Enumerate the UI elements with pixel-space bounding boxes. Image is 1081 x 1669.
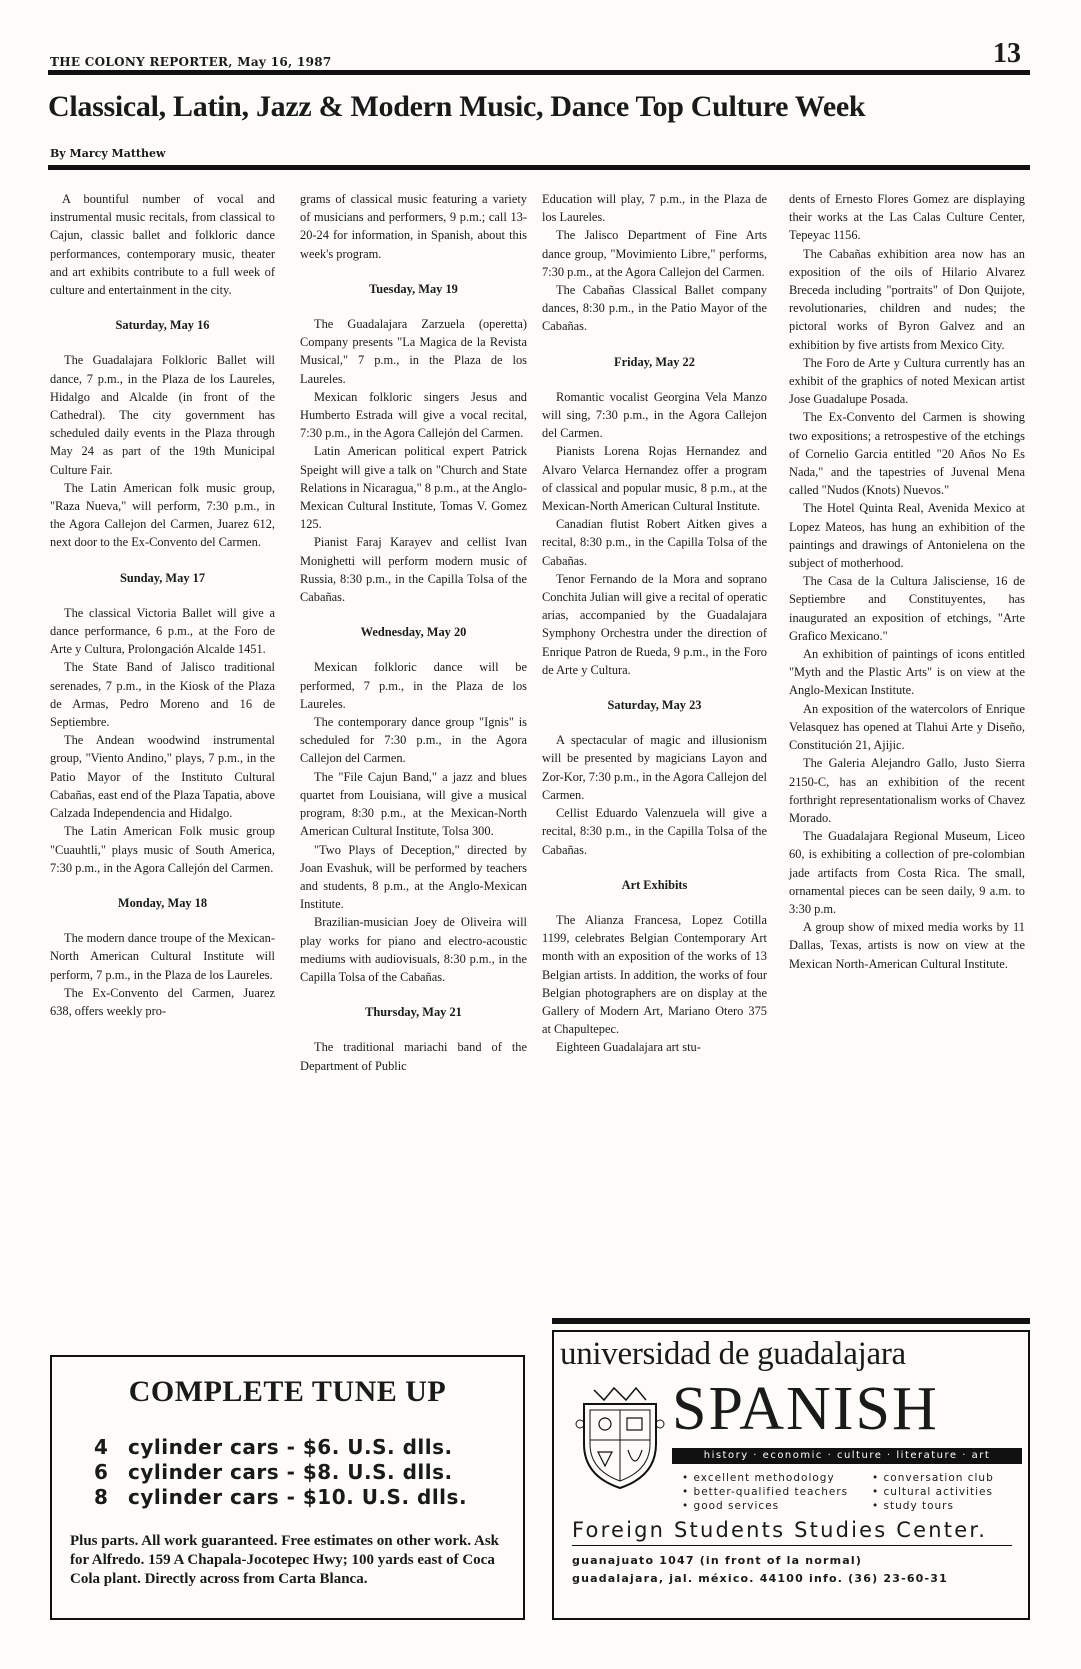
article-column-3	[542, 190, 767, 1057]
day-heading: Saturday, May 16	[115, 318, 210, 333]
article-column-2	[300, 190, 527, 1075]
tune-up-ad	[50, 1355, 525, 1620]
price-row	[94, 1460, 453, 1484]
ad-top-rule	[552, 1318, 1030, 1324]
feature-item: • better-qualified teachers	[682, 1486, 849, 1498]
university-seal-icon	[574, 1384, 666, 1494]
paragraph: The Ex-Convento del Carmen is showing two expositions; a retrospestive of the etchings of Cornelio Garcia entitled "20 Años No Es Nada," and the tapestries of Juvenal Mena called "Nudos (Knots) Nuevos."	[789, 410, 1025, 498]
address-line: guanajuato 1047 (in front of la normal)	[572, 1554, 863, 1567]
paragraph: The traditional mariachi band of the Department of Public	[300, 1040, 527, 1073]
day-heading: Sunday, May 17	[119, 570, 206, 585]
paragraph: Romantic vocalist Georgina Vela Manzo will sing, 7:30 p.m., in the Agora Callejon del Carmen.	[542, 389, 767, 441]
byline: By Marcy Matthew	[50, 147, 166, 160]
paragraph: The "File Cajun Band," a jazz and blues quartet from Louisiana, will give a musical program, 8:30 p.m., at the Mexican-North American Cultural Institute, Tolsa 300.	[300, 769, 527, 839]
paragraph: The Cabañas exhibition area now has an exposition of the oils of Hilario Alvarez Breceda including "portraits" of Don Quijote, revolutionaries, children and nudes; the pictoral works of Byron Galvez and an exhibition by five artists from Mexico City.	[789, 246, 1025, 352]
paragraph: The Foro de Arte y Cultura currently has an exhibit of the graphics of noted Mexican artist Jose Guadalupe Posada.	[789, 355, 1025, 407]
paragraph: A spectacular of magic and illusionism will be presented by magicians Layon and Zor-Kor, 7:30 p.m., in the Agora Callejon del Carmen.	[542, 733, 767, 802]
subjects-banner: history · economic · culture · literature · art	[672, 1448, 1022, 1464]
paragraph: The modern dance troupe of the Mexican-North American Cultural Institute will perform, 7 p.m., in the Plaza de los Laureles.	[50, 931, 275, 982]
day-heading: Thursday, May 21	[365, 1005, 462, 1020]
center-name: Foreign Students Studies Center.	[572, 1518, 988, 1542]
cylinder-count: 8	[94, 1485, 109, 1509]
day-heading: Wednesday, May 20	[360, 625, 467, 640]
day-heading: Tuesday, May 19	[369, 281, 458, 296]
headline: Classical, Latin, Jazz & Modern Music, Dance Top Culture Week	[48, 90, 866, 123]
paragraph: Education will play, 7 p.m., in the Plaza de los Laureles.	[542, 192, 767, 225]
paragraph: The Latin American folk music group, "Raza Nueva," will perform, 7:30 p.m., in the Agora Callejon del Carmen, Juarez 612, next door to the Ex-Convento del Carmen.	[50, 480, 275, 550]
price-text: cylinder cars - $10. U.S. dlls.	[128, 1485, 468, 1509]
feature-item: • good services	[682, 1500, 780, 1512]
spanish-title: SPANISH	[672, 1375, 939, 1443]
day-heading: Monday, May 18	[117, 895, 208, 910]
paragraph: The Andean woodwind instrumental group, "Viento Andino," plays, 7 p.m., in the Patio Mayor of the Instituto Cultural Cabañas, east end of the Plaza Tapatia, above Calzada Independencia and Hidalgo.	[50, 733, 275, 821]
feature-item: • cultural activities	[872, 1486, 993, 1498]
paragraph: The Hotel Quinta Real, Avenida Mexico at Lopez Mateos, has hung an exhibition of the paintings and drawings of Antonielena on the subject of motherhood.	[789, 501, 1025, 571]
article-column-1	[50, 190, 275, 1020]
paragraph: Canadian flutist Robert Aitken gives a recital, 8:30 p.m., in the Capilla Tolsa of the Cabañas.	[542, 517, 767, 568]
day-heading: Friday, May 22	[614, 354, 695, 369]
paragraph: An exhibition of paintings of icons entitled "Myth and the Plastic Arts" is on view at the Anglo-Mexican Institute.	[789, 647, 1025, 698]
paragraph: The Galeria Alejandro Gallo, Justo Sierra 2150-C, has an exhibition of the recent forthright representationalism works of Chavez Morado.	[789, 756, 1025, 825]
paragraph: The State Band of Jalisco traditional serenades, 7 p.m., in the Kiosk of the Plaza de Armas, Pedro Moreno and 16 de Septiembre.	[50, 660, 275, 730]
paragraph: dents of Ernesto Flores Gomez are displaying their works at the Las Calas Culture Center, Tepeyac 1156.	[789, 192, 1025, 243]
price-text: cylinder cars - $8. U.S. dlls.	[128, 1460, 453, 1484]
paragraph: The Ex-Convento del Carmen, Juarez 638, offers weekly pro-	[50, 985, 275, 1018]
price-row	[94, 1485, 467, 1509]
byline-rule	[48, 165, 1030, 170]
address-line: guadalajara, jal. méxico. 44100 info. (36) 23-60-31	[572, 1572, 949, 1585]
section-heading: Art Exhibits	[621, 877, 688, 892]
intro-paragraph: A bountiful number of vocal and instrumental music recitals, from classical to Cajun, classic ballet and folkloric dance performances, contemporary music, theater and art exhibits contribute to a full week of culture and entertainment in the city.	[50, 192, 275, 298]
paragraph: The Guadalajara Folkloric Ballet will dance, 7 p.m., in the Plaza de los Laureles, Hidalgo and Alcalde (in front of the Cathedral). The city government has scheduled daily events in the Plaza through May 24 as part of the 19th Municipal Culture Fair.	[50, 353, 275, 477]
paragraph: A group show of mixed media works by 11 Dallas, Texas, artists is now on view at the Mexican North-American Cultural Institute.	[789, 920, 1025, 971]
paragraph: The Alianza Francesa, Lopez Cotilla 1199, celebrates Belgian Contemporary Art month with an exposition of the works of 13 Belgian artists. In addition, the works of four Belgian photographers are on display at the Gallery of Modern Art, Mariano Otero 375 at Chapultepec.	[542, 912, 767, 1037]
feature-item: • conversation club	[872, 1472, 994, 1484]
paragraph: Mexican folkloric dance will be performed, 7 p.m., in the Plaza de los Laureles.	[300, 660, 527, 711]
price-text: cylinder cars - $6. U.S. dlls.	[128, 1435, 453, 1459]
paragraph: Tenor Fernando de la Mora and soprano Conchita Julian will give a recital of operatic arias, accompanied by the Guadalajara Symphony Orchestra under the direction of Enrique Patron de Rueda, 9 p.m., in the Foro de Arte y Cultura.	[542, 571, 767, 677]
article-column-4	[789, 190, 1025, 973]
price-row	[94, 1435, 453, 1459]
feature-item: • excellent methodology	[682, 1472, 835, 1484]
paragraph: Eighteen Guadalajara art stu-	[556, 1040, 701, 1055]
paragraph: The Latin American Folk music group "Cuauhtli," plays music of South America, 7:30 p.m., in the Agora Callejón del Carmen.	[50, 824, 275, 875]
paragraph: "Two Plays of Deception," directed by Joan Evashuk, will be performed by teachers and students, 8 p.m., at the Anglo-Mexican Institute.	[300, 842, 527, 912]
paragraph: The Cabañas Classical Ballet company dances, 8:30 p.m., in the Patio Mayor of the Cabañas.	[542, 283, 767, 334]
feature-item: • study tours	[872, 1500, 954, 1512]
paragraph: grams of classical music featuring a variety of musicians and performers, 9 p.m.; call 13-20-24 for information, in Spanish, about this week's program.	[300, 192, 527, 261]
paragraph: Pianists Lorena Rojas Hernandez and Alvaro Velarca Hernandez offer a program of classical and popular music, 8 p.m., at the Mexican-North American Cultural Institute.	[542, 444, 767, 514]
paragraph: Pianist Faraj Karayev and cellist Ivan Monighetti will perform modern music of Russia, 8:30 p.m., in the Capilla Tolsa of the Cabañas.	[300, 535, 527, 605]
paragraph: Brazilian-musician Joey de Oliveira will play works for piano and electro-acoustic mediums with audiovisuals, 8:30 p.m., in the Capilla Tolsa of the Cabañas.	[300, 915, 527, 984]
day-heading: Saturday, May 23	[607, 698, 702, 713]
header-rule	[48, 70, 1030, 75]
udg-spanish-ad	[552, 1330, 1030, 1620]
cylinder-count: 6	[94, 1460, 109, 1484]
paragraph: The Guadalajara Zarzuela (operetta) Company presents "La Magica de la Revista Musical," 7 p.m., in the Plaza de los Laureles.	[300, 317, 527, 386]
paragraph: Cellist Eduardo Valenzuela will give a recital, 8:30 p.m., in the Capilla Tolsa of the Cabañas.	[542, 806, 767, 857]
ad-footer: Plus parts. All work guaranteed. Free estimates on other work. Ask for Alfredo. 159 A Chapala-Jocotepec Hwy; 100 yards east of Coca Cola plant. Directly across from Carta Blanca.	[70, 1533, 500, 1587]
running-head: THE COLONY REPORTER, May 16, 1987	[50, 55, 332, 69]
paragraph: The classical Victoria Ballet will give a dance performance, 6 p.m., at the Foro de Arte y Cultura, Prolongación Alcalde 1451.	[50, 605, 275, 657]
paragraph: The Guadalajara Regional Museum, Liceo 60, is exhibiting a collection of pre-colombian jade artifacts from Costa Rica. The small, ornamental pieces can be seen daily, 9 a.m. to 3:30 p.m.	[789, 829, 1025, 916]
paragraph: The contemporary dance group "Ignis" is scheduled for 7:30 p.m., in the Agora Callejon del Carmen.	[300, 715, 527, 766]
university-name: universidad de guadalajara	[560, 1336, 906, 1372]
cylinder-count: 4	[94, 1435, 109, 1459]
ad-title: COMPLETE TUNE UP	[128, 1375, 447, 1408]
paragraph: An exposition of the watercolors of Enrique Velasquez has opened at Tlahui Arte y Diseño, Constitución 21, Ajijic.	[789, 701, 1025, 753]
paragraph: The Casa de la Cultura Jalisciense, 16 de Septiembre and Constituyentes, has inaugurated an exposition of etchings, "Arte Grafico Mexicano."	[789, 574, 1025, 643]
page-number: 13	[993, 38, 1021, 69]
paragraph: The Jalisco Department of Fine Arts dance group, "Movimiento Libre," performs, 7:30 p.m., at the Agora Callejon del Carmen.	[542, 228, 767, 279]
paragraph: Latin American political expert Patrick Speight will give a talk on "Church and State Relations in Nicaragua," 8 p.m., at the Anglo-Mexican Cultural Institute, Tomas V. Gomez 125.	[300, 444, 528, 532]
paragraph: Mexican folkloric singers Jesus and Humberto Estrada will give a vocal recital, 7:30 p.m., in the Agora Callejón del Carmen.	[300, 389, 527, 441]
center-underline	[572, 1545, 1012, 1546]
